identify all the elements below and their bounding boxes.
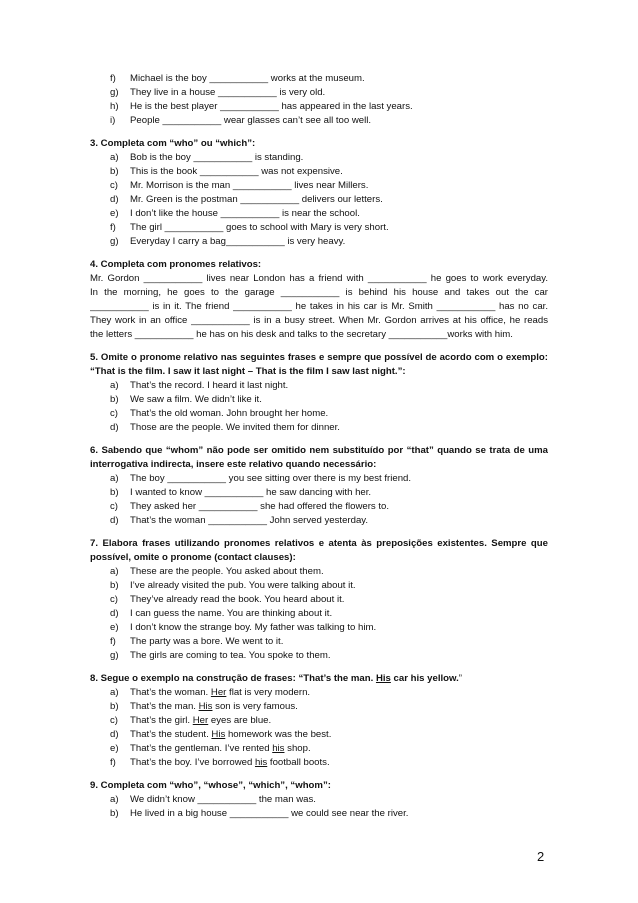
list-item [90, 565, 548, 579]
list-item [90, 714, 548, 728]
text-part: flat is very modern. [226, 687, 311, 698]
item-text: Michael is the boy ___________ works at the museum. [130, 73, 365, 84]
underlined-word: His [211, 729, 226, 740]
section-4-title: 4. Completa com pronomes relativos: [90, 259, 262, 270]
underlined-word: his [272, 743, 285, 754]
item-text: We didn’t know ___________ the man was. [130, 794, 316, 805]
item-label: c) [110, 715, 118, 726]
item-text: The boy ___________ you see sitting over there is my best friend. [130, 473, 412, 484]
section-5-example: “That is the film. I saw it last night – That is the film I saw last night.”: [90, 366, 406, 377]
item-text: Everyday I carry a bag___________ is very heavy. [130, 236, 346, 247]
item-label: b) [110, 701, 119, 712]
paragraph-line: They work in an office ___________ is in a busy street. When Mr. Gordon arrives at his office, he reads [90, 315, 548, 326]
list-item [90, 793, 548, 807]
item-text: Those are the people. We invited them for dinner. [130, 422, 340, 433]
text-part: That’s the gentleman. I’ve rented [130, 743, 273, 754]
list-item [90, 72, 548, 86]
item-label: f) [110, 757, 116, 768]
item-text: People ___________ wear glasses can’t see all too well. [130, 115, 372, 126]
section-7-title-cont: possível, omite o pronome (contact clauses): [90, 552, 296, 563]
list-item [90, 756, 548, 770]
item-label: d) [110, 608, 119, 619]
item-text: This is the book ___________ was not expensive. [130, 166, 343, 177]
underlined-word: Her [210, 687, 227, 698]
item-text: I’ve already visited the pub. You were talking about it. [130, 580, 356, 591]
list-item [90, 486, 548, 500]
item-text: That’s the old woman. John brought her home. [130, 408, 329, 419]
item-label: f) [110, 73, 116, 84]
item-text: Bob is the boy ___________ is standing. [130, 152, 304, 163]
item-text: They asked her ___________ she had offered the flowers to. [130, 501, 390, 512]
list-item [90, 151, 548, 165]
item-label: f) [110, 636, 116, 647]
list-item [90, 235, 548, 249]
item-text: The party was a bore. We went to it. [130, 636, 284, 647]
paragraph-line: Mr. Gordon ___________ lives near London has a friend with ___________ he goes to work everyday. [90, 273, 548, 284]
list-item [90, 579, 548, 593]
item-label: g) [110, 236, 119, 247]
list-item [90, 635, 548, 649]
paragraph-line: ___________ is in it. The friend ___________ he takes in his car is Mr. Smith ___________ has no car. [90, 301, 548, 312]
text-part: That’s the man. [130, 701, 199, 712]
list-item [90, 472, 548, 486]
page-number: 2 [537, 849, 545, 864]
item-label: b) [110, 487, 119, 498]
item-text: The girls are coming to tea. You spoke to them. [130, 650, 331, 661]
list-item [90, 649, 548, 663]
item-label: d) [110, 729, 119, 740]
list-item [90, 700, 548, 714]
title-text: car his yellow. [390, 673, 459, 684]
list-item [90, 86, 548, 100]
item-text: He lived in a big house ___________ we could see near the river. [130, 808, 409, 819]
item-text: I can guess the name. You are thinking about it. [130, 608, 333, 619]
item-label: c) [110, 594, 118, 605]
list-item [90, 607, 548, 621]
section-7-title: 7. Elabora frases utilizando pronomes relativos e atenta às preposições existentes. Sempre que [90, 538, 548, 549]
list-item [90, 742, 548, 756]
item-label: h) [110, 101, 119, 112]
list-item [90, 221, 548, 235]
item-text: We saw a film. We didn’t like it. [130, 394, 262, 405]
item-label: f) [110, 222, 116, 233]
list-item [90, 379, 548, 393]
item-text [130, 714, 271, 728]
item-text: He is the best player ___________ has appeared in the last years. [130, 101, 413, 112]
item-label: b) [110, 394, 119, 405]
item-text [130, 756, 330, 770]
item-label: a) [110, 794, 119, 805]
item-label: a) [110, 152, 119, 163]
item-label: d) [110, 422, 119, 433]
section-9-title: 9. Completa com “who”, “whose”, “which”, “whom”: [90, 780, 331, 791]
underlined-word: His [198, 701, 213, 712]
title-underlined: His [375, 673, 391, 684]
item-label: b) [110, 166, 119, 177]
list-item [90, 179, 548, 193]
item-text: They live in a house ___________ is very old. [130, 87, 326, 98]
title-text: 8. Segue o exemplo na construção de frases: “That’s the man. [90, 673, 376, 684]
item-text [130, 686, 310, 700]
item-label: g) [110, 87, 119, 98]
item-label: e) [110, 208, 119, 219]
list-item [90, 193, 548, 207]
item-label: c) [110, 501, 118, 512]
item-text: These are the people. You asked about them. [130, 566, 324, 577]
item-label: e) [110, 743, 119, 754]
text-part: That’s the boy. I’ve borrowed [130, 757, 255, 768]
item-label: i) [110, 115, 116, 126]
item-label: d) [110, 515, 119, 526]
list-item [90, 421, 548, 435]
paragraph-line: the letters ___________ he has on his desk and talks to the secretary ___________works with him. [90, 329, 513, 340]
text-part: That’s the girl. [130, 715, 193, 726]
list-item [90, 407, 548, 421]
item-text: They’ve already read the book. You heard about it. [130, 594, 345, 605]
section-prev-list [90, 72, 548, 128]
item-text [130, 700, 298, 714]
list-item [90, 621, 548, 635]
item-text: That’s the record. I heard it last night. [130, 380, 289, 391]
item-label: b) [110, 580, 119, 591]
item-label: a) [110, 473, 119, 484]
item-label: a) [110, 566, 119, 577]
list-item [90, 114, 548, 128]
list-item [90, 100, 548, 114]
text-part: That’s the woman. [130, 687, 211, 698]
list-item [90, 514, 548, 528]
item-text: I wanted to know ___________ he saw dancing with her. [130, 487, 372, 498]
item-label: c) [110, 408, 118, 419]
title-quote: ” [458, 673, 462, 684]
item-text [130, 742, 311, 756]
item-text: Mr. Morrison is the man ___________ lives near Millers. [130, 180, 369, 191]
underlined-word: his [254, 757, 268, 768]
list-item [90, 807, 548, 821]
list-item [90, 393, 548, 407]
list-item [90, 207, 548, 221]
underlined-word: Her [192, 715, 209, 726]
item-label: b) [110, 808, 119, 819]
item-label: c) [110, 180, 118, 191]
item-label: a) [110, 380, 119, 391]
text-part: shop. [284, 743, 311, 754]
list-item [90, 593, 548, 607]
text-part: homework was the best. [225, 729, 332, 740]
list-item [90, 165, 548, 179]
list-item [90, 728, 548, 742]
item-text [130, 728, 331, 742]
text-part: football boots. [267, 757, 330, 768]
section-6-title-cont: interrogativa indirecta, insere este relativo quando necessário: [90, 459, 377, 470]
worksheet-page [90, 72, 548, 821]
item-text: I don’t know the strange boy. My father was talking to him. [130, 622, 377, 633]
section-5-title: 5. Omite o pronome relativo nas seguintes frases e sempre que possível de acordo com o exemplo: [90, 352, 548, 363]
list-item [90, 500, 548, 514]
item-text: I don’t like the house ___________ is near the school. [130, 208, 360, 219]
paragraph-line: In the morning, he goes to the garage ___________ is behind his house and takes out the car [90, 287, 548, 298]
item-text: Mr. Green is the postman ___________ delivers our letters. [130, 194, 383, 205]
section-3-title: 3. Completa com “who” ou “which”: [90, 138, 256, 149]
item-text: The girl ___________ goes to school with Mary is very short. [130, 222, 389, 233]
item-label: d) [110, 194, 119, 205]
section-6-title: 6. Sabendo que “whom” não pode ser omitido nem substituído por “that” quando se trata de uma [90, 445, 548, 456]
text-part: son is very famous. [212, 701, 298, 712]
text-part: That’s the student. [130, 729, 212, 740]
list-item [90, 686, 548, 700]
item-label: a) [110, 687, 119, 698]
text-part: eyes are blue. [208, 715, 272, 726]
item-text: That’s the woman ___________ John served yesterday. [130, 515, 369, 526]
item-label: g) [110, 650, 119, 661]
item-label: e) [110, 622, 119, 633]
section-8-title [90, 672, 548, 686]
